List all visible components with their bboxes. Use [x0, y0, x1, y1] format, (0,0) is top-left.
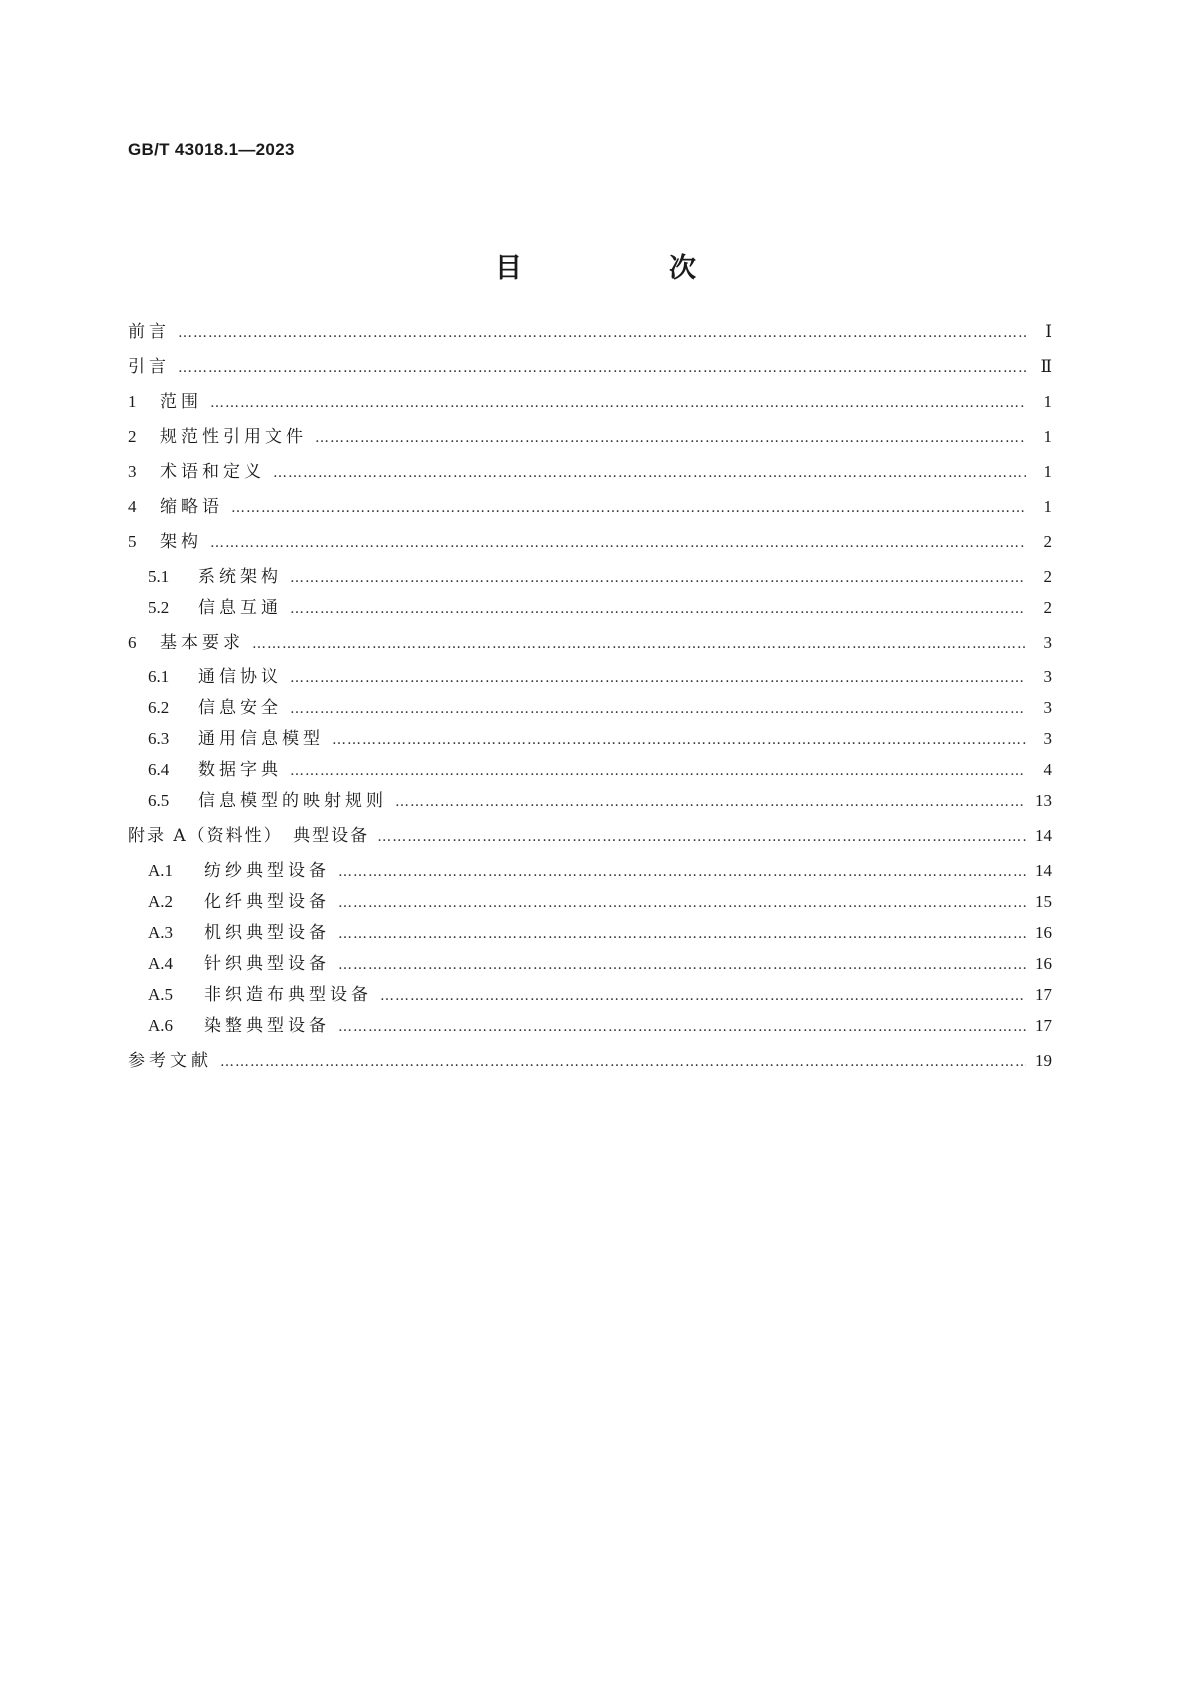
toc-entry-appendix-a[interactable] — [128, 824, 1052, 848]
toc-entry-number: 5.1 — [148, 567, 170, 586]
toc-entry-communication-protocol[interactable] — [148, 665, 1052, 689]
dot-leader — [290, 666, 1026, 690]
dot-leader — [178, 321, 1026, 345]
toc-entry-label: 化纤典型设备 — [204, 892, 330, 912]
dot-leader — [252, 632, 1026, 656]
toc-entry-page: 14 — [1035, 826, 1052, 845]
toc-entry-information-security[interactable] — [148, 696, 1052, 720]
toc-entry-label: 范围 — [160, 392, 202, 412]
toc-entry-a6-dyeing-finishing[interactable] — [148, 1014, 1052, 1038]
toc-entry-normative-references[interactable] — [128, 425, 1052, 449]
toc-entry-architecture[interactable] — [128, 530, 1052, 554]
toc-entry-number: 6.2 — [148, 698, 170, 717]
toc-entry-a5-nonwoven[interactable] — [148, 983, 1052, 1007]
toc-entry-page: 16 — [1035, 954, 1052, 973]
toc-entry-number: 4 — [128, 497, 137, 516]
dot-leader — [315, 426, 1026, 450]
dot-leader — [290, 597, 1026, 621]
toc-entry-label: 附录 A（资料性） 典型设备 — [128, 826, 370, 846]
toc-entry-label: 信息安全 — [198, 698, 282, 718]
toc-entry-page: 17 — [1035, 985, 1052, 1004]
toc-entry-preface[interactable] — [128, 320, 1052, 344]
toc-entry-introduction[interactable] — [128, 355, 1052, 379]
dot-leader — [178, 356, 1026, 380]
toc-entry-number: 6.4 — [148, 760, 170, 779]
toc-entry-label: 通用信息模型 — [198, 729, 324, 749]
toc-entry-info-interworking[interactable] — [148, 596, 1052, 620]
toc-entry-number: 2 — [128, 427, 137, 446]
toc-entry-bibliography[interactable] — [128, 1049, 1052, 1073]
toc-entry-number: A.4 — [148, 954, 174, 973]
toc-entry-page: Ⅰ — [1045, 322, 1052, 341]
toc-entry-label: 参考文献 — [128, 1051, 212, 1071]
toc-entry-basic-requirements[interactable] — [128, 631, 1052, 655]
toc-entry-a1-spinning[interactable] — [148, 859, 1052, 883]
toc-entry-page: 2 — [1043, 567, 1052, 586]
toc-entry-number: 6.1 — [148, 667, 170, 686]
toc-entry-label: 染整典型设备 — [204, 1016, 330, 1036]
toc-entry-label: 前言 — [128, 322, 170, 342]
toc-entry-label: 信息模型的映射规则 — [198, 791, 387, 811]
toc-entry-page: 3 — [1043, 633, 1052, 652]
toc-entry-page: 1 — [1043, 462, 1052, 481]
toc-entry-page: 15 — [1035, 892, 1052, 911]
toc-entry-number: 5.2 — [148, 598, 170, 617]
toc-entry-terms-definitions[interactable] — [128, 460, 1052, 484]
toc-entry-page: 1 — [1043, 497, 1052, 516]
toc-entry-label: 引言 — [128, 357, 170, 377]
toc-entry-page: Ⅱ — [1040, 357, 1052, 376]
toc-entry-page: 1 — [1043, 392, 1052, 411]
toc-entry-page: 3 — [1043, 667, 1052, 686]
dot-leader — [210, 391, 1026, 415]
toc-entry-scope[interactable] — [128, 390, 1052, 414]
toc-entry-page: 16 — [1035, 923, 1052, 942]
toc-entry-number: 5 — [128, 532, 137, 551]
toc-entry-number: 6.5 — [148, 791, 170, 810]
dot-leader — [338, 860, 1026, 884]
toc-entry-data-dictionary[interactable] — [148, 758, 1052, 782]
dot-leader — [290, 759, 1026, 783]
toc-entry-page: 14 — [1035, 861, 1052, 880]
toc-entry-number: 3 — [128, 462, 137, 481]
dot-leader — [290, 697, 1026, 721]
toc-entry-label: 缩略语 — [160, 497, 223, 517]
toc-entry-label: 基本要求 — [160, 633, 244, 653]
toc-entry-label: 数据字典 — [198, 760, 282, 780]
toc-entry-label: 纺纱典型设备 — [204, 861, 330, 881]
dot-leader — [395, 790, 1026, 814]
page-title: 目 次 — [495, 253, 756, 284]
toc-entry-number: A.3 — [148, 923, 174, 942]
toc-entry-label: 非织造布典型设备 — [204, 985, 372, 1005]
toc-entry-page: 2 — [1043, 598, 1052, 617]
toc-entry-page: 1 — [1043, 427, 1052, 446]
dot-leader — [273, 461, 1026, 485]
toc-entry-number: A.5 — [148, 985, 174, 1004]
toc-entry-a2-chemical-fiber[interactable] — [148, 890, 1052, 914]
toc-entry-number: 6 — [128, 633, 137, 652]
toc-entry-number: A.2 — [148, 892, 174, 911]
toc-entry-label: 术语和定义 — [160, 462, 265, 482]
toc-entry-label: 机织典型设备 — [204, 923, 330, 943]
toc-entry-page: 19 — [1035, 1051, 1052, 1070]
toc-entry-a3-weaving[interactable] — [148, 921, 1052, 945]
toc-entry-label: 通信协议 — [198, 667, 282, 687]
dot-leader — [380, 984, 1026, 1008]
dot-leader — [231, 496, 1026, 520]
dot-leader — [377, 825, 1026, 849]
toc-entry-label: 针织典型设备 — [204, 954, 330, 974]
toc-entry-page: 3 — [1043, 729, 1052, 748]
toc-entry-generic-info-model[interactable] — [148, 727, 1052, 751]
toc-entry-page: 3 — [1043, 698, 1052, 717]
dot-leader — [338, 953, 1026, 977]
toc-entry-label: 系统架构 — [198, 567, 282, 587]
dot-leader — [338, 922, 1026, 946]
toc-entry-mapping-rules[interactable] — [148, 789, 1052, 813]
dot-leader — [290, 566, 1026, 590]
toc-entry-number: A.1 — [148, 861, 174, 880]
dot-leader — [332, 728, 1026, 752]
toc-entry-label: 架构 — [160, 532, 202, 552]
toc-entry-abbreviations[interactable] — [128, 495, 1052, 519]
toc-entry-number: 1 — [128, 392, 137, 411]
toc-entry-number: 6.3 — [148, 729, 170, 748]
toc-entry-page: 13 — [1035, 791, 1052, 810]
dot-leader — [338, 891, 1026, 915]
toc-entry-system-architecture[interactable] — [148, 565, 1052, 589]
toc-entry-label: 信息互通 — [198, 598, 282, 618]
toc-entry-number: A.6 — [148, 1016, 174, 1035]
toc-entry-a4-knitting[interactable] — [148, 952, 1052, 976]
dot-leader — [338, 1015, 1026, 1039]
dot-leader — [220, 1050, 1026, 1074]
toc-entry-page: 17 — [1035, 1016, 1052, 1035]
toc-entry-label: 规范性引用文件 — [160, 427, 307, 447]
toc-entry-page: 2 — [1043, 532, 1052, 551]
standard-code: GB/T 43018.1—2023 — [128, 140, 295, 159]
toc-entry-page: 4 — [1043, 760, 1052, 779]
dot-leader — [210, 531, 1026, 555]
